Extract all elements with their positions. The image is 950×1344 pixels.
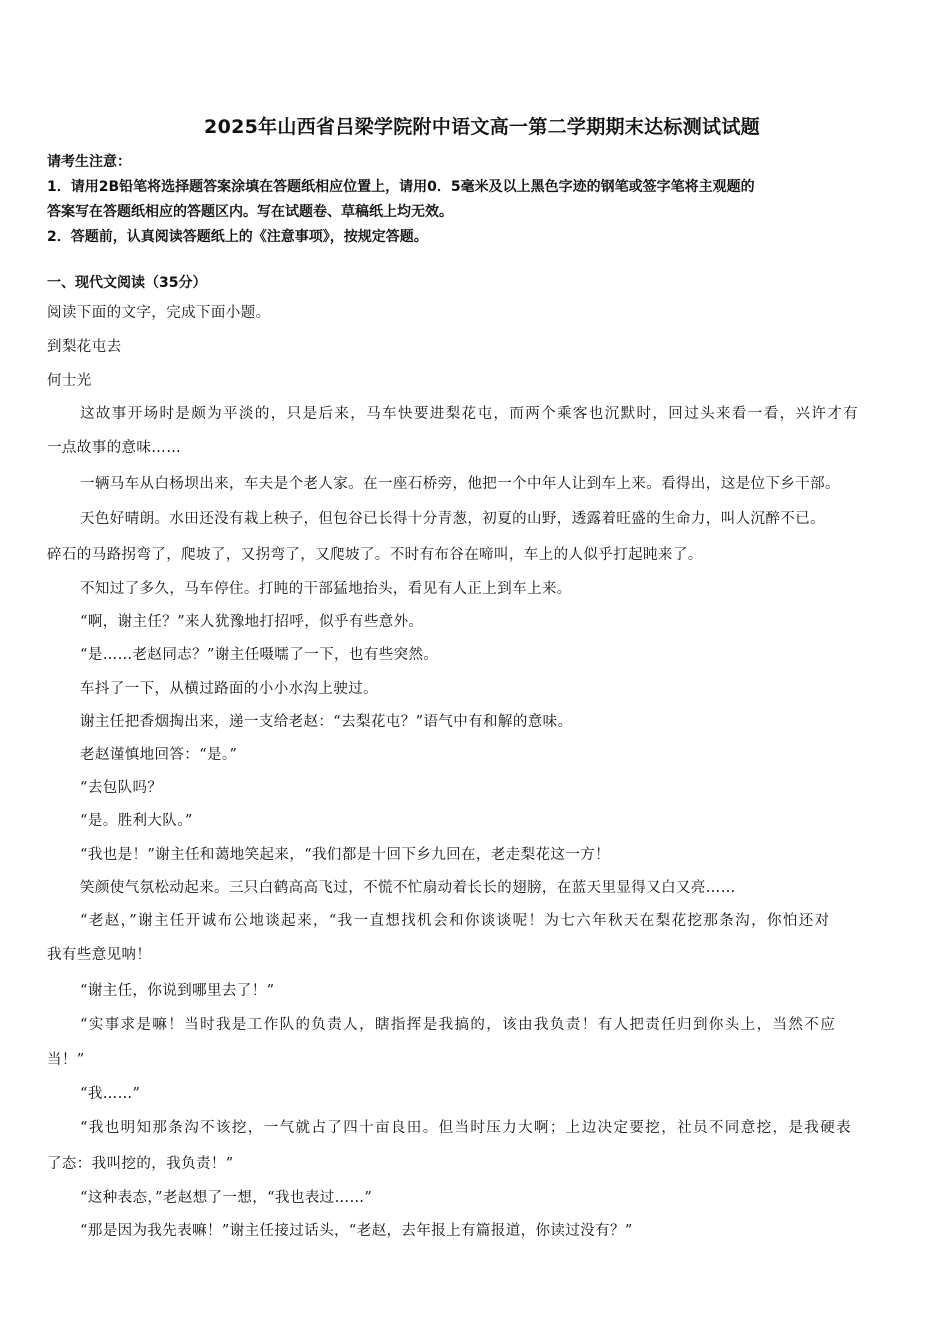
story-line: 不知过了多久，马车停住。打盹的干部猛地抬头，看见有人正上到车上来。 <box>80 581 572 597</box>
story-line: 了态：我叫挖的，我负责！” <box>47 1156 234 1172</box>
story-title: 到梨花屯去 <box>47 339 122 355</box>
story-line: “啊，谢主任？”来人犹豫地打招呼，似乎有些意外。 <box>80 614 424 630</box>
story-line: “我也是！”谢主任和蔼地笑起来，“我们都是十回下乡九回在，老走梨花这一方！ <box>80 847 611 863</box>
story-line: 我有些意见呐！ <box>47 947 152 963</box>
document-title: 2025年山西省吕梁学院附中语文高一第二学期期末达标测试试题 <box>204 116 760 138</box>
notice-heading: 请考生注意： <box>47 154 131 170</box>
story-line: “我……” <box>80 1086 141 1102</box>
section-heading: 一、现代文阅读（35分） <box>47 275 207 291</box>
story-line: “实事求是嘛！当时我是工作队的负责人，瞎指挥是我搞的，该由我负责！有人把责任归到你头上，当然不应 <box>80 1017 837 1033</box>
story-line: 当！” <box>47 1052 85 1068</box>
story-line: 天色好晴朗。水田还没有栽上秧子，但包谷已长得十分青葱，初夏的山野，透露着旺盛的生命力，叫人沉醉不已。 <box>80 511 825 527</box>
story-line: “是……老赵同志？”谢主任嗫嚅了一下，也有些突然。 <box>80 647 439 663</box>
story-line: 碎石的马路拐弯了，爬坡了，又拐弯了，又爬坡了。不时有布谷在啼叫，车上的人似乎打起盹来了。 <box>47 547 703 563</box>
story-line: 一辆马车从白杨坝出来，车夫是个老人家。在一座石桥旁，他把一个中年人让到车上来。看得出，这是位下乡干部。 <box>80 476 840 492</box>
story-line: “是。胜利大队。” <box>80 813 193 829</box>
story-line: 老赵谨慎地回答：“是。” <box>80 747 238 763</box>
story-line: 车抖了一下，从横过路面的小小水沟上驶过。 <box>80 681 378 697</box>
reading-instruction: 阅读下面的文字，完成下面小题。 <box>47 305 271 321</box>
story-line: 谢主任把香烟掏出来，递一支给老赵：“去梨花屯？”语气中有和解的意味。 <box>80 714 573 730</box>
notice-item-1-line-1: 1．请用2B铅笔将选择题答案涂填在答题纸相应位置上，请用0．5毫米及以上黑色字迹的钢笔或签字笔将主观题的 <box>47 179 755 195</box>
story-line: “这种表态，”老赵想了一想，“我也表过……” <box>80 1190 373 1206</box>
notice-item-1-line-2: 答案写在答题纸相应的答题区内。写在试题卷、草稿纸上均无效。 <box>47 204 453 220</box>
story-line: “我也明知那条沟不该挖，一气就占了四十亩良田。但当时压力大啊；上边决定要挖，社员不同意挖，是我硬表 <box>80 1120 853 1136</box>
notice-item-2: 2．答题前，认真阅读答题纸上的《注意事项》，按规定答题。 <box>47 229 428 245</box>
story-line: “那是因为我先表嘛！”谢主任接过话头，“老赵，去年报上有篇报道，你读过没有？” <box>80 1223 633 1239</box>
story-line: 笑颜使气氛松动起来。三只白鹤高高飞过，不慌不忙扇动着长长的翅膀，在蓝天里显得又白又亮…… <box>80 880 736 896</box>
story-line: “谢主任，你说到哪里去了！” <box>80 983 275 999</box>
story-line: 这故事开场时是颇为平淡的，只是后来，马车快要进梨花屯，而两个乘客也沉默时，回过头来看一看，兴许才有 <box>80 406 860 422</box>
exam-notice <box>47 150 917 250</box>
story-line: 一点故事的意味…… <box>47 440 182 456</box>
story-author: 何士光 <box>47 373 92 389</box>
story-line: “去包队吗？ <box>80 780 163 796</box>
story-line: “老赵，”谢主任开诚布公地谈起来，“我一直想找机会和你谈谈呢！为七六年秋天在梨花挖那条沟，你怕还对 <box>80 913 831 929</box>
